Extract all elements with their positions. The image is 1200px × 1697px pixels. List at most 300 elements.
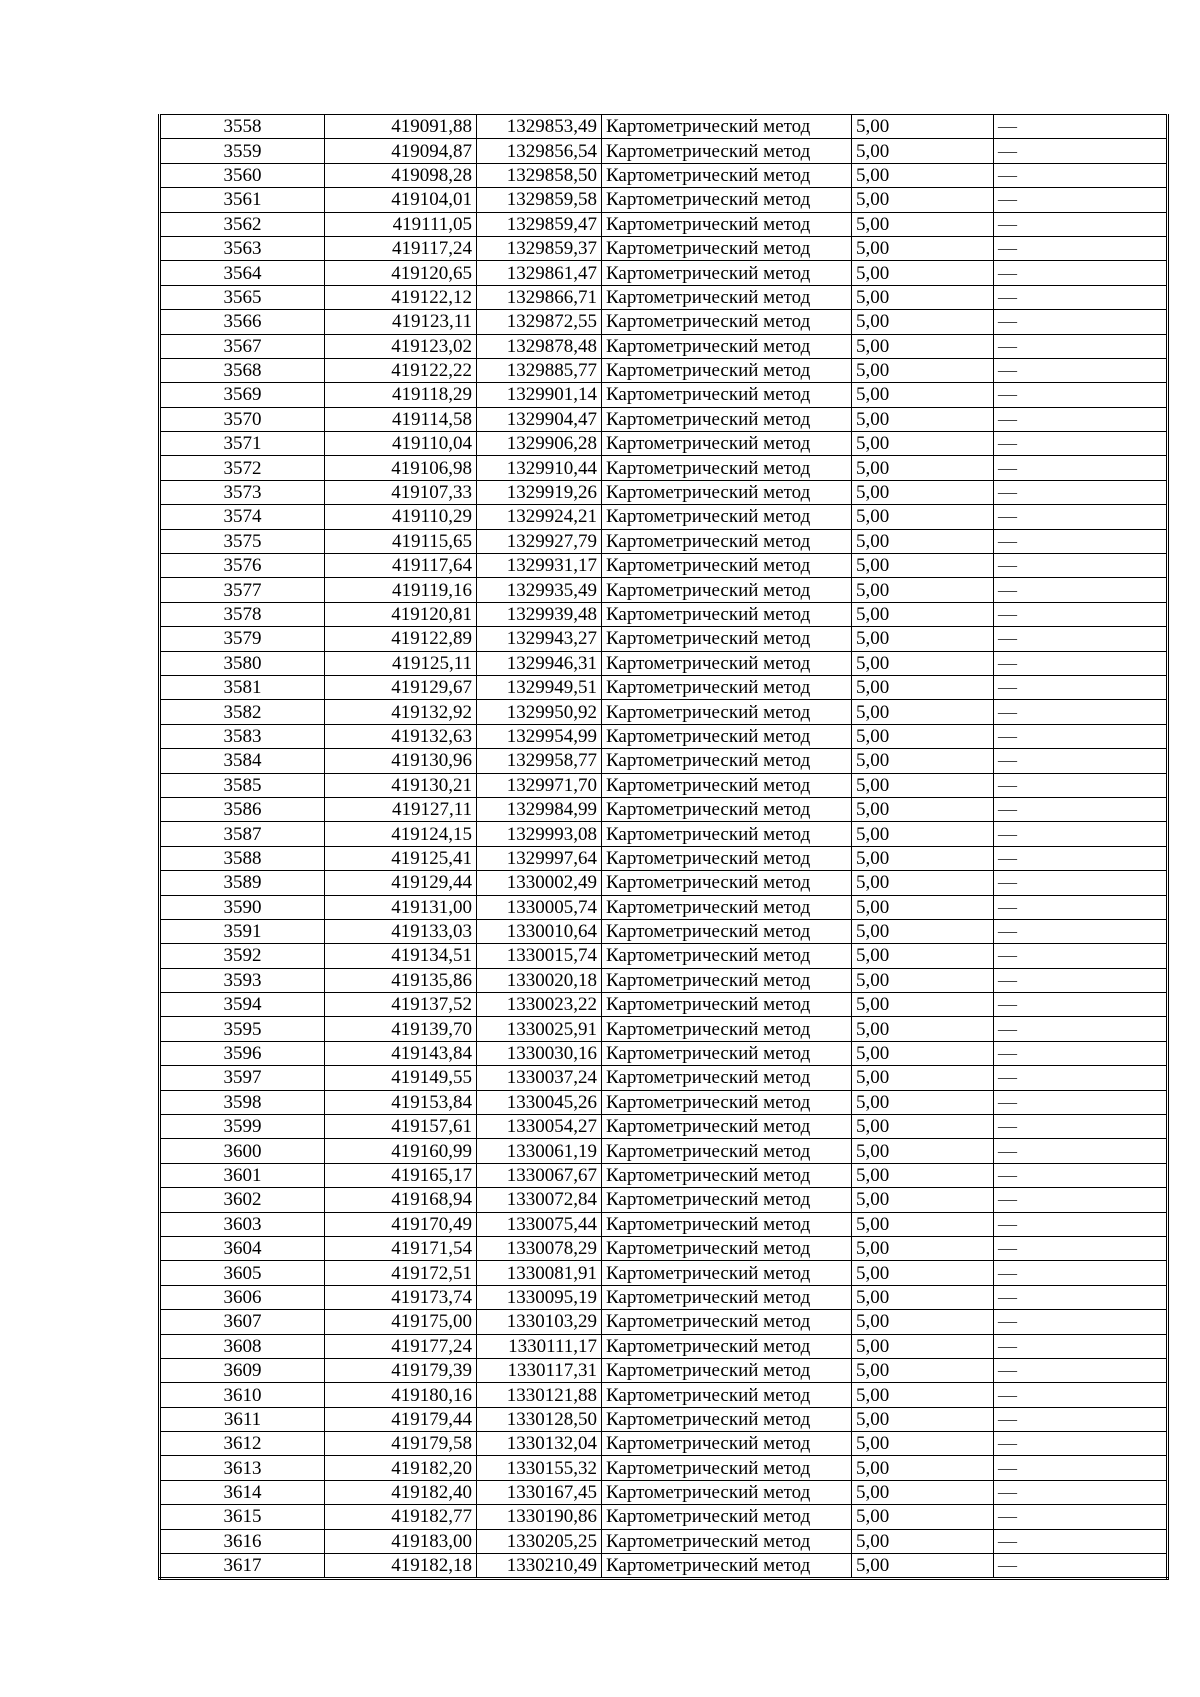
table-row [160,310,1168,334]
table-row [160,773,1168,797]
accuracy-cell: 5,00 [852,188,994,212]
accuracy-cell: 5,00 [852,480,994,504]
point-number-cell: 3590 [160,895,325,919]
y-coordinate-cell: 1330061,19 [477,1139,602,1163]
x-coordinate-cell: 419130,96 [325,749,477,773]
table-row [160,1261,1168,1285]
point-number-cell: 3605 [160,1261,325,1285]
y-coordinate-cell: 1330075,44 [477,1212,602,1236]
table-row [160,1236,1168,1260]
description-cell: — [994,115,1168,139]
description-cell: — [994,1236,1168,1260]
point-number-cell: 3602 [160,1188,325,1212]
y-coordinate-cell: 1330045,26 [477,1090,602,1114]
point-number-cell: 3573 [160,480,325,504]
table-row [160,968,1168,992]
y-coordinate-cell: 1330023,22 [477,993,602,1017]
table-row [160,700,1168,724]
method-cell: Картометрический метод [602,334,852,358]
point-number-cell: 3594 [160,993,325,1017]
accuracy-cell: 5,00 [852,1383,994,1407]
y-coordinate-cell: 1329997,64 [477,846,602,870]
description-cell: — [994,895,1168,919]
accuracy-cell: 5,00 [852,236,994,260]
method-cell: Картометрический метод [602,651,852,675]
y-coordinate-cell: 1330054,27 [477,1115,602,1139]
method-cell: Картометрический метод [602,1188,852,1212]
method-cell: Картометрический метод [602,944,852,968]
accuracy-cell: 5,00 [852,1334,994,1358]
point-number-cell: 3583 [160,724,325,748]
method-cell: Картометрический метод [602,554,852,578]
method-cell: Картометрический метод [602,1261,852,1285]
point-number-cell: 3589 [160,871,325,895]
description-cell: — [994,212,1168,236]
x-coordinate-cell: 419129,44 [325,871,477,895]
method-cell: Картометрический метод [602,895,852,919]
point-number-cell: 3592 [160,944,325,968]
method-cell: Картометрический метод [602,1334,852,1358]
x-coordinate-cell: 419106,98 [325,456,477,480]
method-cell: Картометрический метод [602,432,852,456]
x-coordinate-cell: 419129,67 [325,675,477,699]
table-row [160,944,1168,968]
accuracy-cell: 5,00 [852,797,994,821]
description-cell: — [994,651,1168,675]
method-cell: Картометрический метод [602,261,852,285]
method-cell: Картометрический метод [602,968,852,992]
x-coordinate-cell: 419127,11 [325,797,477,821]
description-cell: — [994,1041,1168,1065]
accuracy-cell: 5,00 [852,1285,994,1309]
point-number-cell: 3616 [160,1529,325,1553]
table-row [160,1505,1168,1529]
description-cell: — [994,505,1168,529]
point-number-cell: 3581 [160,675,325,699]
x-coordinate-cell: 419168,94 [325,1188,477,1212]
y-coordinate-cell: 1329859,58 [477,188,602,212]
method-cell: Картометрический метод [602,871,852,895]
table-row [160,188,1168,212]
method-cell: Картометрический метод [602,456,852,480]
method-cell: Картометрический метод [602,1407,852,1431]
accuracy-cell: 5,00 [852,1041,994,1065]
y-coordinate-cell: 1330072,84 [477,1188,602,1212]
point-number-cell: 3612 [160,1432,325,1456]
point-number-cell: 3608 [160,1334,325,1358]
accuracy-cell: 5,00 [852,334,994,358]
description-cell: — [994,749,1168,773]
accuracy-cell: 5,00 [852,724,994,748]
x-coordinate-cell: 419131,00 [325,895,477,919]
x-coordinate-cell: 419182,40 [325,1480,477,1504]
y-coordinate-cell: 1329924,21 [477,505,602,529]
description-cell: — [994,310,1168,334]
x-coordinate-cell: 419098,28 [325,163,477,187]
description-cell: — [994,1066,1168,1090]
y-coordinate-cell: 1329878,48 [477,334,602,358]
y-coordinate-cell: 1330078,29 [477,1236,602,1260]
description-cell: — [994,285,1168,309]
y-coordinate-cell: 1330020,18 [477,968,602,992]
table-row [160,115,1168,139]
y-coordinate-cell: 1330132,04 [477,1432,602,1456]
description-cell: — [994,1432,1168,1456]
y-coordinate-cell: 1329943,27 [477,627,602,651]
description-cell: — [994,919,1168,943]
description-cell: — [994,163,1168,187]
x-coordinate-cell: 419117,24 [325,236,477,260]
accuracy-cell: 5,00 [852,1090,994,1114]
description-cell: — [994,1334,1168,1358]
accuracy-cell: 5,00 [852,1456,994,1480]
y-coordinate-cell: 1329901,14 [477,383,602,407]
accuracy-cell: 5,00 [852,700,994,724]
method-cell: Картометрический метод [602,1383,852,1407]
description-cell: — [994,578,1168,602]
x-coordinate-cell: 419165,17 [325,1163,477,1187]
description-cell: — [994,968,1168,992]
point-number-cell: 3576 [160,554,325,578]
table-row [160,1163,1168,1187]
accuracy-cell: 5,00 [852,1432,994,1456]
description-cell: — [994,1090,1168,1114]
y-coordinate-cell: 1330117,31 [477,1358,602,1382]
point-number-cell: 3566 [160,310,325,334]
method-cell: Картометрический метод [602,1212,852,1236]
y-coordinate-cell: 1330205,25 [477,1529,602,1553]
accuracy-cell: 5,00 [852,1066,994,1090]
description-cell: — [994,358,1168,382]
method-cell: Картометрический метод [602,1310,852,1334]
table-row [160,1334,1168,1358]
accuracy-cell: 5,00 [852,944,994,968]
method-cell: Картометрический метод [602,602,852,626]
y-coordinate-cell: 1329954,99 [477,724,602,748]
accuracy-cell: 5,00 [852,1310,994,1334]
accuracy-cell: 5,00 [852,1261,994,1285]
accuracy-cell: 5,00 [852,651,994,675]
y-coordinate-cell: 1329885,77 [477,358,602,382]
method-cell: Картометрический метод [602,188,852,212]
table-row [160,1407,1168,1431]
x-coordinate-cell: 419104,01 [325,188,477,212]
description-cell: — [994,944,1168,968]
point-number-cell: 3587 [160,822,325,846]
description-cell: — [994,1480,1168,1504]
description-cell: — [994,236,1168,260]
description-cell: — [994,456,1168,480]
method-cell: Картометрический метод [602,383,852,407]
method-cell: Картометрический метод [602,773,852,797]
method-cell: Картометрический метод [602,480,852,504]
accuracy-cell: 5,00 [852,1212,994,1236]
accuracy-cell: 5,00 [852,1480,994,1504]
point-number-cell: 3586 [160,797,325,821]
accuracy-cell: 5,00 [852,675,994,699]
point-number-cell: 3593 [160,968,325,992]
accuracy-cell: 5,00 [852,1188,994,1212]
x-coordinate-cell: 419114,58 [325,407,477,431]
y-coordinate-cell: 1329859,37 [477,236,602,260]
table-row [160,749,1168,773]
x-coordinate-cell: 419182,20 [325,1456,477,1480]
table-row [160,1066,1168,1090]
point-number-cell: 3564 [160,261,325,285]
point-number-cell: 3611 [160,1407,325,1431]
description-cell: — [994,1358,1168,1382]
table-row [160,1383,1168,1407]
y-coordinate-cell: 1330081,91 [477,1261,602,1285]
y-coordinate-cell: 1329949,51 [477,675,602,699]
point-number-cell: 3591 [160,919,325,943]
method-cell: Картометрический метод [602,1066,852,1090]
point-number-cell: 3568 [160,358,325,382]
method-cell: Картометрический метод [602,1480,852,1504]
table-row [160,383,1168,407]
y-coordinate-cell: 1330005,74 [477,895,602,919]
description-cell: — [994,1310,1168,1334]
y-coordinate-cell: 1330210,49 [477,1554,602,1579]
x-coordinate-cell: 419172,51 [325,1261,477,1285]
description-cell: — [994,1554,1168,1579]
x-coordinate-cell: 419110,04 [325,432,477,456]
point-number-cell: 3575 [160,529,325,553]
x-coordinate-cell: 419153,84 [325,1090,477,1114]
accuracy-cell: 5,00 [852,383,994,407]
x-coordinate-cell: 419122,89 [325,627,477,651]
point-number-cell: 3588 [160,846,325,870]
method-cell: Картометрический метод [602,724,852,748]
description-cell: — [994,1285,1168,1309]
point-number-cell: 3580 [160,651,325,675]
y-coordinate-cell: 1329950,92 [477,700,602,724]
description-cell: — [994,1115,1168,1139]
coordinates-table [158,114,1169,1580]
x-coordinate-cell: 419173,74 [325,1285,477,1309]
y-coordinate-cell: 1329984,99 [477,797,602,821]
table-row [160,871,1168,895]
accuracy-cell: 5,00 [852,1407,994,1431]
table-row [160,919,1168,943]
method-cell: Картометрический метод [602,1090,852,1114]
method-cell: Картометрический метод [602,139,852,163]
y-coordinate-cell: 1329906,28 [477,432,602,456]
description-cell: — [994,139,1168,163]
point-number-cell: 3561 [160,188,325,212]
method-cell: Картометрический метод [602,1139,852,1163]
accuracy-cell: 5,00 [852,310,994,334]
accuracy-cell: 5,00 [852,871,994,895]
y-coordinate-cell: 1329856,54 [477,139,602,163]
description-cell: — [994,1212,1168,1236]
point-number-cell: 3584 [160,749,325,773]
y-coordinate-cell: 1329859,47 [477,212,602,236]
point-number-cell: 3558 [160,115,325,139]
method-cell: Картометрический метод [602,1017,852,1041]
point-number-cell: 3585 [160,773,325,797]
method-cell: Картометрический метод [602,358,852,382]
table-row [160,212,1168,236]
accuracy-cell: 5,00 [852,1554,994,1579]
x-coordinate-cell: 419179,58 [325,1432,477,1456]
description-cell: — [994,797,1168,821]
x-coordinate-cell: 419157,61 [325,1115,477,1139]
accuracy-cell: 5,00 [852,554,994,578]
point-number-cell: 3570 [160,407,325,431]
table-row [160,724,1168,748]
table-row [160,797,1168,821]
point-number-cell: 3563 [160,236,325,260]
accuracy-cell: 5,00 [852,1017,994,1041]
x-coordinate-cell: 419177,24 [325,1334,477,1358]
description-cell: — [994,822,1168,846]
table-row [160,1041,1168,1065]
table-row [160,895,1168,919]
point-number-cell: 3604 [160,1236,325,1260]
accuracy-cell: 5,00 [852,895,994,919]
y-coordinate-cell: 1329946,31 [477,651,602,675]
point-number-cell: 3574 [160,505,325,529]
x-coordinate-cell: 419160,99 [325,1139,477,1163]
method-cell: Картометрический метод [602,1358,852,1382]
y-coordinate-cell: 1329866,71 [477,285,602,309]
table-row [160,1212,1168,1236]
point-number-cell: 3572 [160,456,325,480]
y-coordinate-cell: 1329935,49 [477,578,602,602]
method-cell: Картометрический метод [602,1505,852,1529]
x-coordinate-cell: 419132,92 [325,700,477,724]
description-cell: — [994,1017,1168,1041]
table-row [160,1090,1168,1114]
method-cell: Картометрический метод [602,407,852,431]
point-number-cell: 3606 [160,1285,325,1309]
y-coordinate-cell: 1329858,50 [477,163,602,187]
accuracy-cell: 5,00 [852,773,994,797]
method-cell: Картометрический метод [602,1115,852,1139]
description-cell: — [994,627,1168,651]
x-coordinate-cell: 419115,65 [325,529,477,553]
accuracy-cell: 5,00 [852,163,994,187]
accuracy-cell: 5,00 [852,285,994,309]
accuracy-cell: 5,00 [852,1505,994,1529]
point-number-cell: 3582 [160,700,325,724]
accuracy-cell: 5,00 [852,261,994,285]
table-row [160,480,1168,504]
x-coordinate-cell: 419111,05 [325,212,477,236]
description-cell: — [994,993,1168,1017]
y-coordinate-cell: 1330010,64 [477,919,602,943]
table-row [160,822,1168,846]
description-cell: — [994,1163,1168,1187]
description-cell: — [994,480,1168,504]
method-cell: Картометрический метод [602,505,852,529]
point-number-cell: 3617 [160,1554,325,1579]
description-cell: — [994,432,1168,456]
y-coordinate-cell: 1329993,08 [477,822,602,846]
accuracy-cell: 5,00 [852,602,994,626]
point-number-cell: 3577 [160,578,325,602]
description-cell: — [994,700,1168,724]
table-row [160,1017,1168,1041]
method-cell: Картометрический метод [602,993,852,1017]
point-number-cell: 3598 [160,1090,325,1114]
y-coordinate-cell: 1330121,88 [477,1383,602,1407]
x-coordinate-cell: 419137,52 [325,993,477,1017]
x-coordinate-cell: 419139,70 [325,1017,477,1041]
x-coordinate-cell: 419149,55 [325,1066,477,1090]
table-row [160,261,1168,285]
x-coordinate-cell: 419183,00 [325,1529,477,1553]
table-row [160,993,1168,1017]
x-coordinate-cell: 419132,63 [325,724,477,748]
description-cell: — [994,407,1168,431]
description-cell: — [994,1139,1168,1163]
description-cell: — [994,1456,1168,1480]
y-coordinate-cell: 1329927,79 [477,529,602,553]
x-coordinate-cell: 419130,21 [325,773,477,797]
y-coordinate-cell: 1330002,49 [477,871,602,895]
table-row [160,139,1168,163]
table-row [160,1188,1168,1212]
x-coordinate-cell: 419122,12 [325,285,477,309]
x-coordinate-cell: 419125,41 [325,846,477,870]
table-row [160,1432,1168,1456]
x-coordinate-cell: 419125,11 [325,651,477,675]
point-number-cell: 3559 [160,139,325,163]
table-row [160,163,1168,187]
accuracy-cell: 5,00 [852,358,994,382]
y-coordinate-cell: 1329958,77 [477,749,602,773]
method-cell: Картометрический метод [602,163,852,187]
description-cell: — [994,261,1168,285]
method-cell: Картометрический метод [602,115,852,139]
table-row [160,1310,1168,1334]
table-row [160,1139,1168,1163]
method-cell: Картометрический метод [602,578,852,602]
description-cell: — [994,1529,1168,1553]
x-coordinate-cell: 419091,88 [325,115,477,139]
accuracy-cell: 5,00 [852,846,994,870]
point-number-cell: 3578 [160,602,325,626]
method-cell: Картометрический метод [602,797,852,821]
y-coordinate-cell: 1330015,74 [477,944,602,968]
table-row [160,602,1168,626]
method-cell: Картометрический метод [602,675,852,699]
table-body [160,115,1168,1579]
description-cell: — [994,871,1168,895]
table-row [160,1285,1168,1309]
method-cell: Картометрический метод [602,236,852,260]
accuracy-cell: 5,00 [852,1163,994,1187]
y-coordinate-cell: 1330111,17 [477,1334,602,1358]
method-cell: Картометрический метод [602,822,852,846]
y-coordinate-cell: 1329939,48 [477,602,602,626]
x-coordinate-cell: 419182,18 [325,1554,477,1579]
description-cell: — [994,602,1168,626]
description-cell: — [994,1407,1168,1431]
method-cell: Картометрический метод [602,1529,852,1553]
accuracy-cell: 5,00 [852,1529,994,1553]
y-coordinate-cell: 1329872,55 [477,310,602,334]
table-row [160,1554,1168,1579]
point-number-cell: 3607 [160,1310,325,1334]
method-cell: Картометрический метод [602,1554,852,1579]
y-coordinate-cell: 1330037,24 [477,1066,602,1090]
table-row [160,1456,1168,1480]
method-cell: Картометрический метод [602,1432,852,1456]
point-number-cell: 3565 [160,285,325,309]
